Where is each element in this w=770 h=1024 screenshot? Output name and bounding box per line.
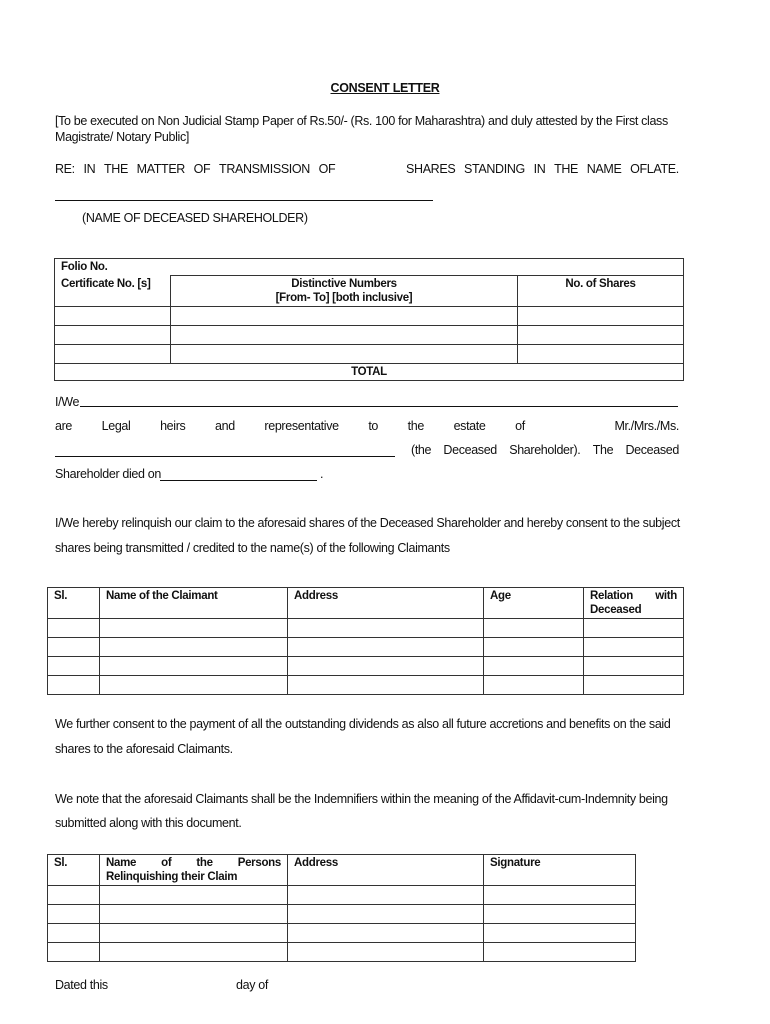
table-cell[interactable]: [48, 657, 100, 676]
re-word: IN: [533, 162, 546, 176]
re-word: SHARES: [406, 162, 456, 176]
table-cell[interactable]: [484, 905, 636, 924]
table-row: [55, 307, 684, 326]
persons-name-line-2: Relinquishing their Claim: [106, 871, 238, 883]
decl-word: Mr./Mrs./Ms.: [614, 419, 679, 433]
relation-word: Relation: [590, 590, 633, 602]
table-cell[interactable]: [288, 619, 484, 638]
day-of-label: day of: [236, 978, 268, 992]
table-cell[interactable]: [171, 307, 518, 326]
decl-word: Legal: [101, 419, 131, 433]
decl-word: Deceased: [625, 443, 679, 457]
table-cell[interactable]: [55, 345, 171, 364]
table-cell[interactable]: [584, 676, 684, 695]
distinctive-label: Distinctive Numbers: [291, 278, 397, 290]
share-table: [54, 258, 684, 381]
re-word: MATTER: [136, 162, 185, 176]
deceased-name-line-blank[interactable]: [55, 456, 395, 457]
share-table-folio-row: [55, 259, 684, 276]
decl-word: are: [55, 419, 73, 433]
table-cell[interactable]: [484, 676, 584, 695]
persons-word: the: [196, 857, 213, 869]
table-cell[interactable]: [584, 638, 684, 657]
decl-word: Shareholder).: [509, 443, 581, 457]
table-cell[interactable]: [55, 307, 171, 326]
table-cell[interactable]: [288, 924, 484, 943]
decl-word: representative: [264, 419, 339, 433]
decl-word: to: [368, 419, 379, 433]
table-cell[interactable]: [518, 307, 684, 326]
re-word: THE: [554, 162, 579, 176]
table-row: [48, 943, 636, 962]
persons-name-line-1: [106, 856, 281, 870]
range-label: [From- To] [both inclusive]: [275, 292, 413, 304]
dated-this-label: Dated this: [55, 978, 108, 992]
note-line-2: submitted along with this document.: [55, 816, 242, 830]
table-cell[interactable]: [100, 943, 288, 962]
table-cell[interactable]: [584, 657, 684, 676]
table-cell[interactable]: [100, 886, 288, 905]
table-cell[interactable]: [484, 619, 584, 638]
re-word: THE: [103, 162, 128, 176]
table-row: [48, 905, 636, 924]
table-cell[interactable]: [484, 943, 636, 962]
table-cell[interactable]: [518, 345, 684, 364]
claimant-name-header: Name of the Claimant: [100, 588, 288, 619]
re-word: STANDING: [464, 162, 525, 176]
intro-text-1: [To be executed on Non Judicial Stamp Paper of Rs.50/- (Rs. 100 for Maharashtra) and duly attested by the First class: [55, 114, 668, 128]
re-word: OFLATE.: [630, 162, 679, 176]
table-cell[interactable]: [288, 638, 484, 657]
re-word: NAME: [586, 162, 622, 176]
table-cell[interactable]: [288, 886, 484, 905]
persons-table: [47, 854, 636, 962]
note-line-1: We note that the aforesaid Claimants shall be the Indemnifiers within the meaning of the Affidavit-cum-Indemnity being: [55, 792, 668, 806]
decl-word: and: [215, 419, 235, 433]
cert-header: Certificate No. [s]: [55, 276, 171, 307]
table-cell[interactable]: [100, 657, 288, 676]
document-title: CONSENT LETTER: [330, 81, 440, 95]
persons-table-header-row: [48, 855, 636, 886]
table-cell[interactable]: [48, 905, 100, 924]
table-cell[interactable]: [171, 345, 518, 364]
table-row: [48, 657, 684, 676]
table-cell[interactable]: [100, 924, 288, 943]
table-cell[interactable]: [171, 326, 518, 345]
intro-line-1-text: [55, 114, 679, 128]
died-on-period: .: [320, 467, 324, 481]
decl-word: the: [407, 419, 424, 433]
table-row: [48, 924, 636, 943]
table-cell[interactable]: [288, 943, 484, 962]
decl-word: The: [592, 443, 614, 457]
persons-word: Name: [106, 857, 137, 869]
sl-header: Sl.: [48, 588, 100, 619]
claimant-names-blank[interactable]: [80, 406, 678, 407]
sl-header: Sl.: [48, 855, 100, 886]
table-row: [55, 326, 684, 345]
table-cell[interactable]: [48, 943, 100, 962]
signature-header: Signature: [484, 855, 636, 886]
intro-line-2: Magistrate/ Notary Public]: [55, 130, 190, 144]
decl-word: Deceased: [443, 443, 497, 457]
re-word: TRANSMISSION: [219, 162, 310, 176]
persons-word: Persons: [237, 857, 281, 869]
table-cell[interactable]: [484, 924, 636, 943]
table-cell[interactable]: [55, 326, 171, 345]
relation-header-line: [590, 589, 677, 603]
relation-word: Deceased: [590, 604, 642, 616]
declaration-line-2: [55, 419, 679, 433]
claimant-table-header-row: [48, 588, 684, 619]
table-cell[interactable]: [288, 905, 484, 924]
total-label: TOTAL: [55, 364, 684, 381]
table-row: [48, 886, 636, 905]
relation-header: [584, 588, 684, 619]
share-table-header-row: [55, 276, 684, 307]
table-cell[interactable]: [484, 638, 584, 657]
age-header: Age: [484, 588, 584, 619]
distinctive-header: [171, 276, 518, 307]
decl-word: heirs: [160, 419, 186, 433]
table-row: [55, 345, 684, 364]
table-cell[interactable]: [100, 676, 288, 695]
table-cell[interactable]: [484, 886, 636, 905]
relation-word: with: [655, 590, 677, 602]
table-cell[interactable]: [100, 905, 288, 924]
decl-word: of: [515, 419, 525, 433]
re-word: OF: [318, 162, 336, 176]
relinquish-line-1: I/We hereby relinquish our claim to the aforesaid shares of the Deceased Shareholder and hereby consent to the subject: [55, 516, 680, 530]
table-cell[interactable]: [48, 886, 100, 905]
died-on-label: Shareholder died on: [55, 467, 161, 481]
further-line-2: shares to the aforesaid Claimants.: [55, 742, 233, 756]
table-cell[interactable]: [288, 676, 484, 695]
address-header: Address: [288, 588, 484, 619]
intro-line-1: [55, 114, 679, 128]
deceased-name-blank[interactable]: [55, 200, 433, 201]
deceased-caption: (NAME OF DECEASED SHAREHOLDER): [82, 211, 308, 225]
table-row: [48, 619, 684, 638]
table-cell[interactable]: [584, 619, 684, 638]
re-line: [55, 162, 679, 176]
table-cell[interactable]: [48, 924, 100, 943]
table-cell[interactable]: [100, 619, 288, 638]
claimant-table: [47, 587, 684, 695]
relinquish-line-2: shares being transmitted / credited to the name(s) of the following Claimants: [55, 541, 450, 555]
table-cell[interactable]: [288, 657, 484, 676]
decl-word: estate: [453, 419, 486, 433]
re-word: RE:: [55, 162, 75, 176]
table-cell[interactable]: [48, 619, 100, 638]
share-table-total-row: [55, 364, 684, 381]
shares-header: No. of Shares: [518, 276, 684, 307]
re-word: IN: [83, 162, 96, 176]
table-cell[interactable]: [48, 676, 100, 695]
table-cell[interactable]: [100, 638, 288, 657]
table-row: [48, 676, 684, 695]
address-header: Address: [288, 855, 484, 886]
further-line-1: We further consent to the payment of all the outstanding dividends as also all future accretions and benefits on the said: [55, 717, 671, 731]
re-word: OF: [193, 162, 211, 176]
date-of-death-blank[interactable]: [160, 480, 317, 481]
persons-name-header: [100, 855, 288, 886]
table-cell[interactable]: [48, 638, 100, 657]
table-cell[interactable]: [484, 657, 584, 676]
table-cell[interactable]: [518, 326, 684, 345]
decl-word: (the: [411, 443, 432, 457]
iwe-label: I/We: [55, 395, 80, 409]
persons-word: of: [161, 857, 172, 869]
table-row: [48, 638, 684, 657]
declaration-line-3: [411, 443, 679, 457]
folio-label: Folio No.: [55, 259, 684, 276]
